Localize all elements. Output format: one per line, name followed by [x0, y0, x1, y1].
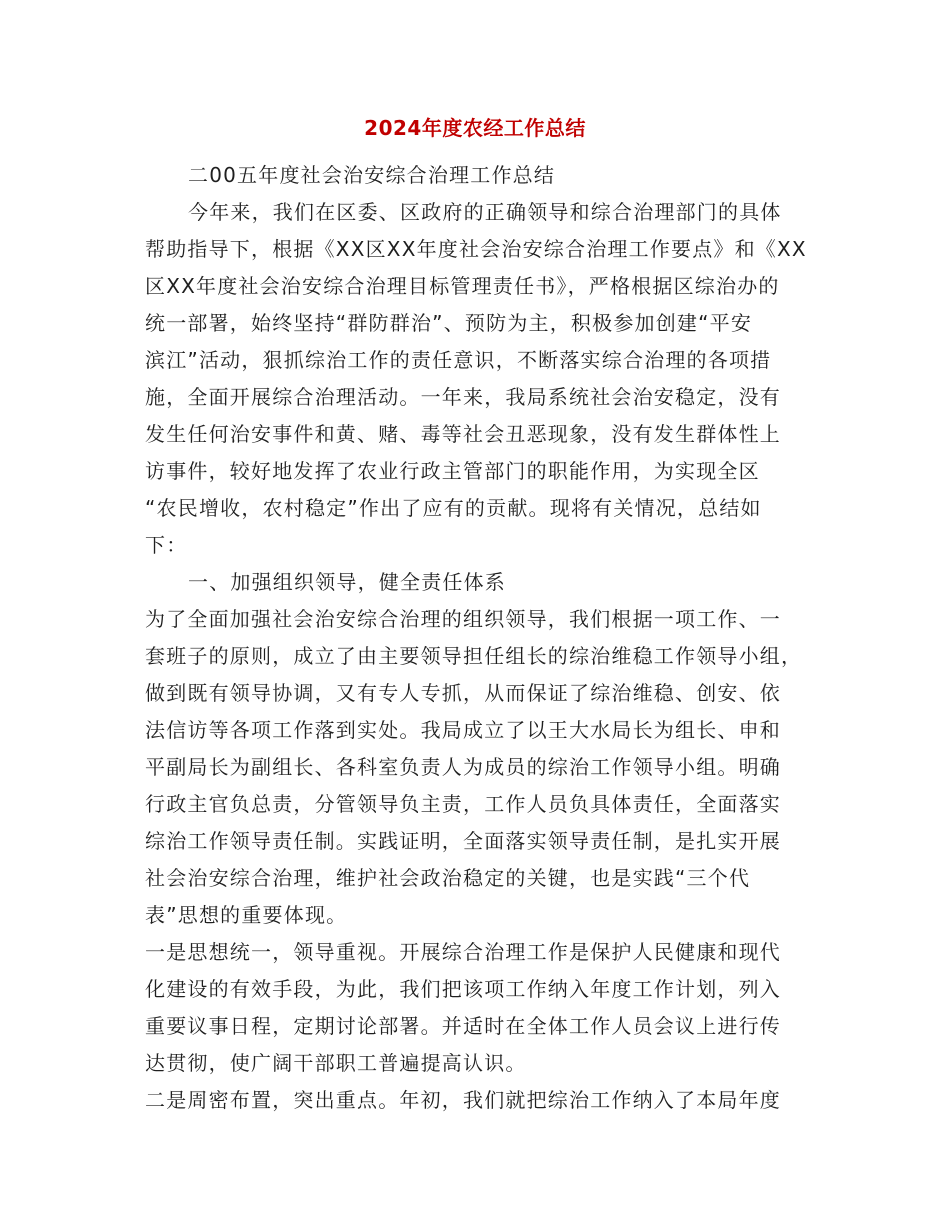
subtitle-line: 二00五年度社会治安综合治理工作总结: [188, 163, 556, 187]
document-title: 2024年度农经工作总结: [364, 116, 586, 140]
paragraph-line: 法信访等各项工作落到实处。我局成立了以王大水局长为组长、申和: [145, 718, 781, 742]
paragraph-line: 化建设的有效手段，为此，我们把该项工作纳入年度工作计划，列入: [145, 977, 781, 1001]
paragraph-line: 套班子的原则，成立了由主要领导担任组长的综治维稳工作领导小组，: [145, 644, 803, 668]
paragraph-line: 二是周密布置，突出重点。年初，我们就把综治工作纳入了本局年度: [145, 1088, 781, 1112]
paragraph-line: 达贯彻，使广阔干部职工普遍提高认识。: [145, 1051, 527, 1075]
paragraph-line: 帮助指导下，根据《XX区XX年度社会治安综合治理工作要点》和《XX: [145, 237, 807, 261]
paragraph-line: 下：: [145, 533, 188, 557]
paragraph-line: 发生任何治安事件和黄、赌、毒等社会丑恶现象，没有发生群体性上: [145, 422, 781, 446]
paragraph-line: 今年来，我们在区委、区政府的正确领导和综合治理部门的具体: [188, 200, 782, 224]
paragraph-line: 访事件，较好地发挥了农业行政主管部门的职能作用，为实现全区: [145, 459, 760, 483]
paragraph-line: 综治工作领导责任制。实践证明，全面落实领导责任制，是扎实开展: [145, 829, 781, 853]
paragraph-line: 社会治安综合治理，维护社会政治稳定的关键，也是实践“三个代: [145, 866, 751, 890]
paragraph-line: 重要议事日程，定期讨论部署。并适时在全体工作人员会议上进行传: [145, 1014, 781, 1038]
paragraph-line: 表”思想的重要体现。: [145, 903, 348, 927]
paragraph-line: 行政主官负总责，分管领导负主责，工作人员负具体责任，全面落实: [145, 792, 781, 816]
paragraph-line: 统一部署，始终坚持“群防群治”、预防为主，积极参加创建“平安: [145, 311, 753, 335]
paragraph-line: 平副局长为副组长、各科室负责人为成员的综治工作领导小组。明确: [145, 755, 781, 779]
paragraph-line: 区XX年度社会治安综合治理目标管理责任书》，严格根据区综治办的: [145, 274, 780, 298]
paragraph-line: 施，全面开展综合治理活动。一年来，我局系统社会治安稳定，没有: [145, 385, 781, 409]
paragraph-line: 做到既有领导协调，又有专人专抓，从而保证了综治维稳、创安、依: [145, 681, 781, 705]
paragraph-line: “农民增收，农村稳定”作出了应有的贡献。现将有关情况，总结如: [145, 496, 762, 520]
paragraph-line: 一是思想统一，领导重视。开展综合治理工作是保护人民健康和现代: [145, 940, 781, 964]
paragraph-line: 滨江”活动，狠抓综治工作的责任意识，不断落实综合治理的各项措: [145, 348, 772, 372]
section-heading: 一、加强组织领导，健全责任体系: [188, 570, 506, 594]
paragraph-line: 为了全面加强社会治安综合治理的组织领导，我们根据一项工作、一: [145, 607, 781, 631]
